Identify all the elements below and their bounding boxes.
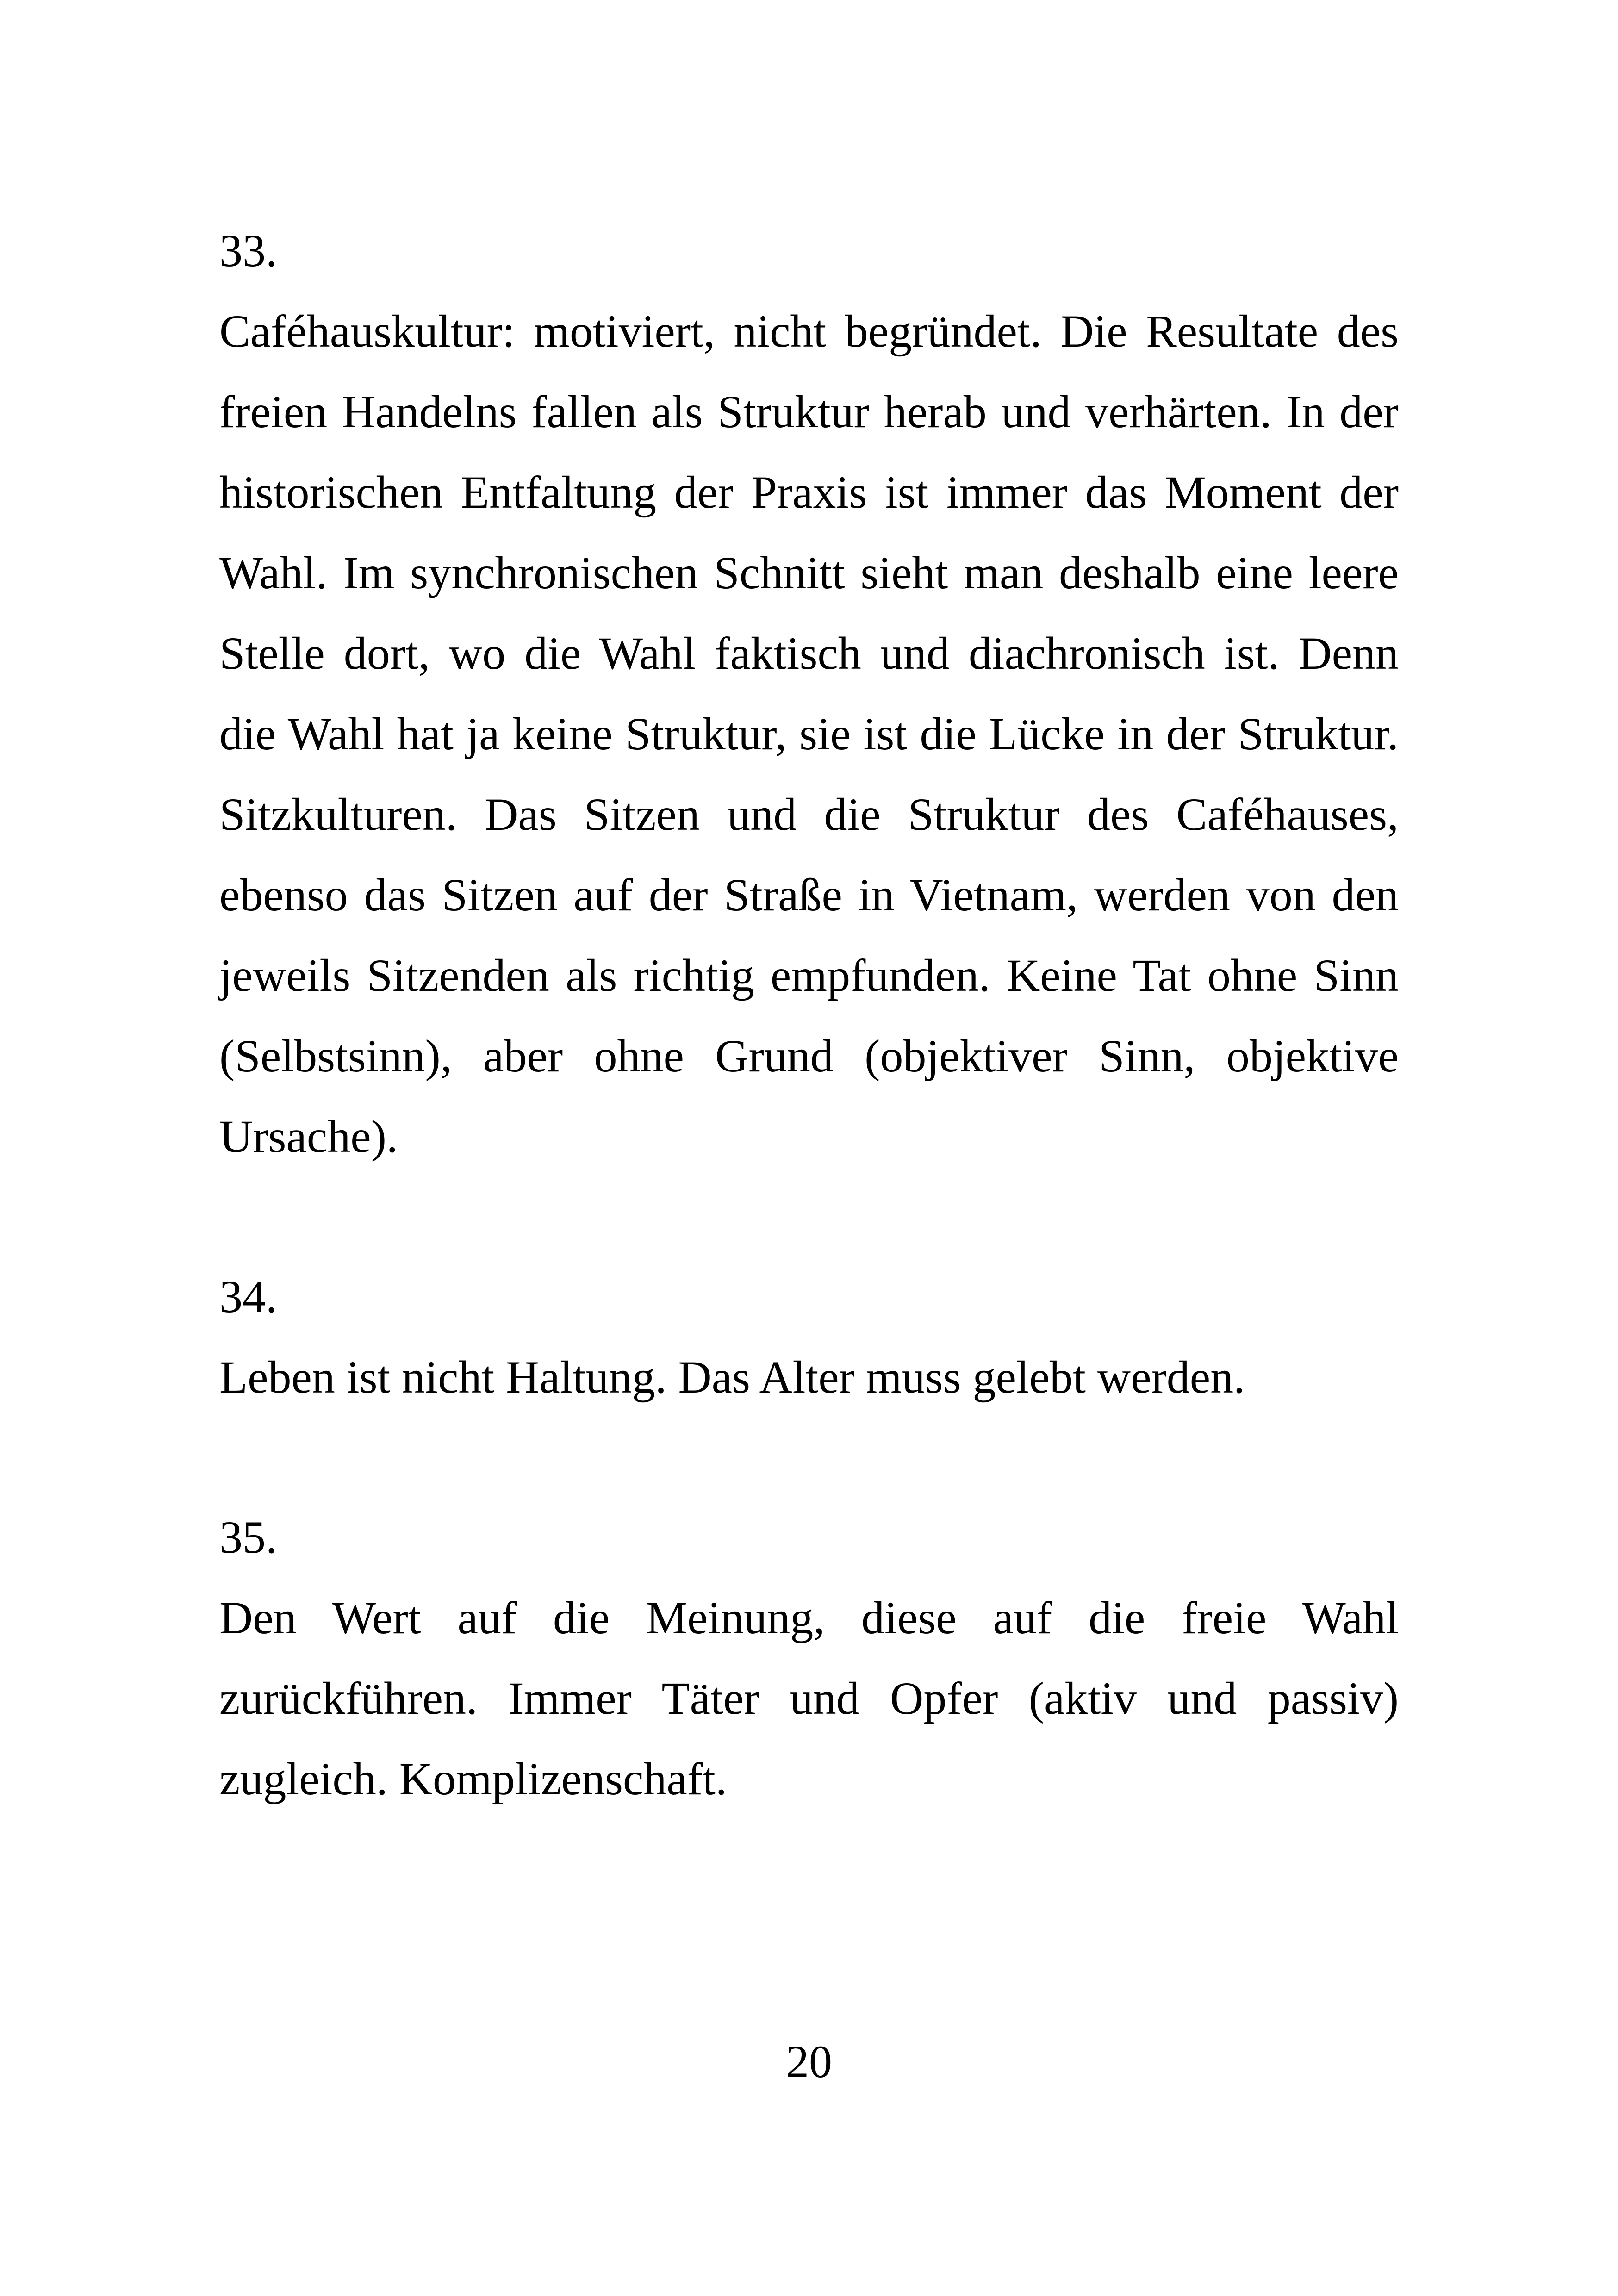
page-number: 20: [786, 2036, 832, 2087]
section-text: Leben ist nicht Haltung. Das Alter muss gelebt werden.: [219, 1351, 1245, 1403]
section-number: 33.: [219, 225, 277, 276]
section-35: [219, 1497, 1399, 1819]
page-content: [219, 211, 1399, 1899]
section-number: 34.: [219, 1271, 277, 1322]
section-34: [219, 1257, 1399, 1418]
section-text: Caféhauskultur: motiviert, nicht begründet. Die Resultate des freien Handelns fallen als Struktur herab und verhärten. In der historischen Entfaltung der Praxis ist immer das Moment der Wahl. Im synchronischen Schnitt sieht man deshalb eine leere Stelle dort, wo die Wahl faktisch und diachronisch ist. Denn die Wahl hat ja keine Struktur, sie ist die Lücke in der Struktur. Sitzkulturen. Das Sitzen und die Struktur des Caféhauses, ebenso das Sitzen auf der Straße in Vietnam, werden von den jeweils Sitzenden als richtig empfunden. Keine Tat ohne Sinn (Selbstsinn), aber ohne Grund (objektiver Sinn, objektive Ursache).: [219, 305, 1399, 1162]
section-33: [219, 211, 1399, 1177]
section-text: Den Wert auf die Meinung, diese auf die freie Wahl zurückführen. Immer Täter und Opfer (aktiv und passiv) zugleich. Komplizenschaft.: [219, 1592, 1399, 1804]
section-number: 35.: [219, 1512, 277, 1563]
